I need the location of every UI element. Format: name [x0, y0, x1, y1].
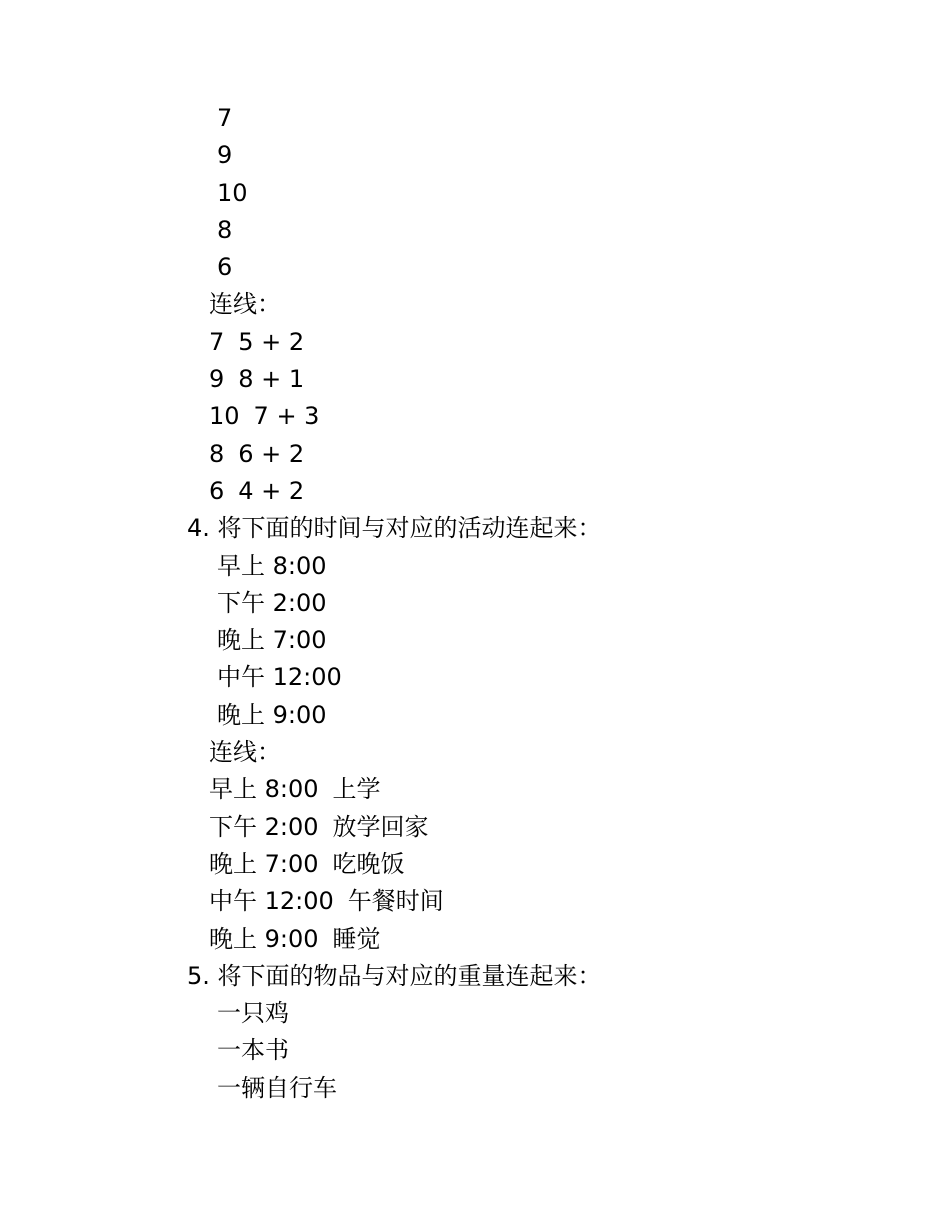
answer-right: 睡觉 — [332, 924, 381, 953]
answer-row — [0, 398, 950, 435]
answer-row — [0, 846, 950, 883]
time-item: 晚上 7:00 — [217, 626, 327, 655]
answer-left: 10 — [209, 402, 240, 431]
answer-row — [0, 473, 950, 510]
answer-row — [0, 324, 950, 361]
number-item: 7 — [217, 104, 233, 132]
time-item: 下午 2:00 — [217, 588, 327, 617]
answer-left: 8 — [209, 439, 225, 468]
time-item: 早上 8:00 — [217, 551, 327, 580]
object-item: 一辆自行车 — [217, 1073, 337, 1102]
answer-left: 6 — [209, 476, 225, 505]
answer-right: 午餐时间 — [347, 887, 444, 916]
answer-left: 早上 8:00 — [209, 775, 319, 804]
answer-left: 晚上 7:00 — [209, 849, 319, 878]
answer-left: 下午 2:00 — [209, 812, 319, 841]
number-item: 9 — [217, 141, 233, 170]
answer-right: 8 + 1 — [238, 365, 305, 394]
worksheet-page — [0, 100, 950, 1107]
section-4-connect-label: 连线： — [209, 738, 281, 767]
object-item: 一只鸡 — [217, 999, 289, 1028]
answer-row — [0, 921, 950, 958]
time-item: 晚上 9:00 — [217, 700, 327, 729]
answer-left: 中午 12:00 — [209, 887, 334, 916]
time-item: 中午 12:00 — [217, 663, 342, 692]
question-4-heading: 4. 将下面的时间与对应的活动连起来： — [187, 514, 602, 543]
section-4-answer-list — [0, 771, 950, 957]
answer-right: 4 + 2 — [238, 476, 305, 505]
section-3-connect-label: 连线： — [209, 290, 281, 319]
answer-row — [0, 883, 950, 920]
answer-row — [0, 436, 950, 473]
section-3-number-list — [0, 100, 950, 286]
answer-row — [0, 771, 950, 808]
answer-right: 上学 — [332, 775, 381, 804]
answer-row — [0, 361, 950, 398]
answer-left: 7 — [209, 327, 225, 356]
section-4-time-list — [0, 548, 950, 734]
number-item: 10 — [217, 178, 248, 207]
answer-right: 6 + 2 — [238, 439, 305, 468]
answer-right: 5 + 2 — [238, 327, 305, 356]
answer-right: 放学回家 — [332, 812, 429, 841]
number-item: 6 — [217, 253, 233, 282]
object-item: 一本书 — [217, 1036, 289, 1065]
answer-left: 晚上 9:00 — [209, 924, 319, 953]
answer-right: 7 + 3 — [253, 402, 320, 431]
answer-left: 9 — [209, 365, 225, 394]
answer-row — [0, 809, 950, 846]
number-item: 8 — [217, 215, 233, 244]
section-3-answer-list — [0, 324, 950, 510]
section-5-item-list — [0, 995, 950, 1107]
question-5-heading: 5. 将下面的物品与对应的重量连起来： — [187, 961, 602, 990]
answer-right: 吃晚饭 — [332, 849, 405, 878]
